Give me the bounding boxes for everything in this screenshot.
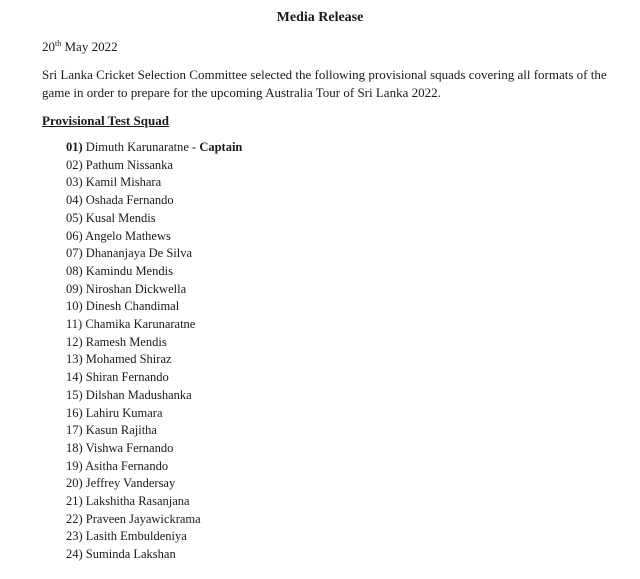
list-item xyxy=(66,298,242,316)
list-item xyxy=(66,422,242,440)
player-number: 08) xyxy=(66,263,83,278)
list-item xyxy=(66,139,242,157)
list-item xyxy=(66,174,242,192)
player-number: 15) xyxy=(66,387,83,402)
player-name: Dimuth Karunaratne xyxy=(85,140,189,154)
player-number: 23) xyxy=(66,529,83,544)
player-name: Lakshitha Rasanjana xyxy=(85,494,190,509)
player-name: Pathum Nissanka xyxy=(85,157,173,172)
player-number: 09) xyxy=(66,281,83,296)
player-number: 12) xyxy=(66,334,83,349)
list-item xyxy=(66,546,242,564)
player-name: Dhananjaya De Silva xyxy=(85,246,193,261)
player-number: 01) xyxy=(66,140,83,154)
list-item xyxy=(66,458,242,476)
list-item xyxy=(66,511,242,529)
captain-label: Captain xyxy=(199,140,243,154)
player-number: 14) xyxy=(66,370,83,385)
player-name: Vishwa Fernando xyxy=(85,440,174,455)
date-month-year: May 2022 xyxy=(61,39,118,54)
player-number: 04) xyxy=(66,193,83,208)
player-number: 03) xyxy=(66,175,83,190)
player-name: Chamika Karunaratne xyxy=(85,317,196,332)
player-name: Kasun Rajitha xyxy=(85,423,157,438)
date-suffix: th xyxy=(55,39,62,48)
player-number: 13) xyxy=(66,352,83,367)
player-number: 16) xyxy=(66,405,83,420)
player-name: Asitha Fernando xyxy=(85,458,169,473)
player-number: 17) xyxy=(66,423,83,438)
list-item xyxy=(66,210,242,228)
player-number: 24) xyxy=(66,547,83,562)
player-number: 07) xyxy=(66,246,83,261)
date-day: 20 xyxy=(42,39,55,54)
player-name: Dilshan Madushanka xyxy=(85,387,192,402)
player-number: 18) xyxy=(66,440,83,455)
player-number: 10) xyxy=(66,299,83,314)
intro-paragraph: Sri Lanka Cricket Selection Committee selected the following provisional squads covering all formats of the game in order to prepare for the upcoming Australia Tour of Sri Lanka 2022. xyxy=(42,67,607,100)
player-name: Shiran Fernando xyxy=(85,370,169,385)
captain-separator: - xyxy=(188,140,200,154)
list-item xyxy=(66,440,242,458)
player-name: Niroshan Dickwella xyxy=(85,281,187,296)
player-name: Oshada Fernando xyxy=(85,193,174,208)
player-name: Kamil Mishara xyxy=(85,175,162,190)
list-item xyxy=(66,351,242,369)
section-heading-test-squad: Provisional Test Squad xyxy=(42,113,169,128)
player-number: 11) xyxy=(66,317,83,332)
player-name: Dinesh Chandimal xyxy=(85,299,180,314)
player-name: Mohamed Shiraz xyxy=(85,352,172,367)
player-name: Lahiru Kumara xyxy=(85,405,163,420)
player-number: 06) xyxy=(66,228,83,243)
player-number: 19) xyxy=(66,458,83,473)
player-name: Suminda Lakshan xyxy=(85,547,176,562)
player-name: Kusal Mendis xyxy=(85,210,156,225)
player-name: Ramesh Mendis xyxy=(85,334,167,349)
player-name: Lasith Embuldeniya xyxy=(85,529,187,544)
list-item xyxy=(66,281,242,299)
list-item xyxy=(66,316,242,334)
list-item xyxy=(66,405,242,423)
player-name: Jeffrey Vandersay xyxy=(85,476,176,491)
list-item xyxy=(66,334,242,352)
page-title: Media Release xyxy=(276,10,364,25)
player-name: Angelo Mathews xyxy=(85,228,171,243)
player-number: 21) xyxy=(66,494,83,509)
player-number: 20) xyxy=(66,476,83,491)
list-item xyxy=(66,475,242,493)
list-item xyxy=(66,369,242,387)
release-date xyxy=(42,38,118,55)
player-number: 22) xyxy=(66,511,83,526)
player-number: 05) xyxy=(66,210,83,225)
player-number: 02) xyxy=(66,157,83,172)
list-item xyxy=(66,263,242,281)
list-item xyxy=(66,157,242,175)
list-item xyxy=(66,192,242,210)
list-item xyxy=(66,245,242,263)
list-item xyxy=(66,387,242,405)
list-item xyxy=(66,528,242,546)
list-item xyxy=(66,493,242,511)
player-name: Praveen Jayawickrama xyxy=(85,511,201,526)
player-name: Kamindu Mendis xyxy=(85,263,173,278)
test-squad-list xyxy=(66,139,242,564)
list-item xyxy=(66,228,242,246)
